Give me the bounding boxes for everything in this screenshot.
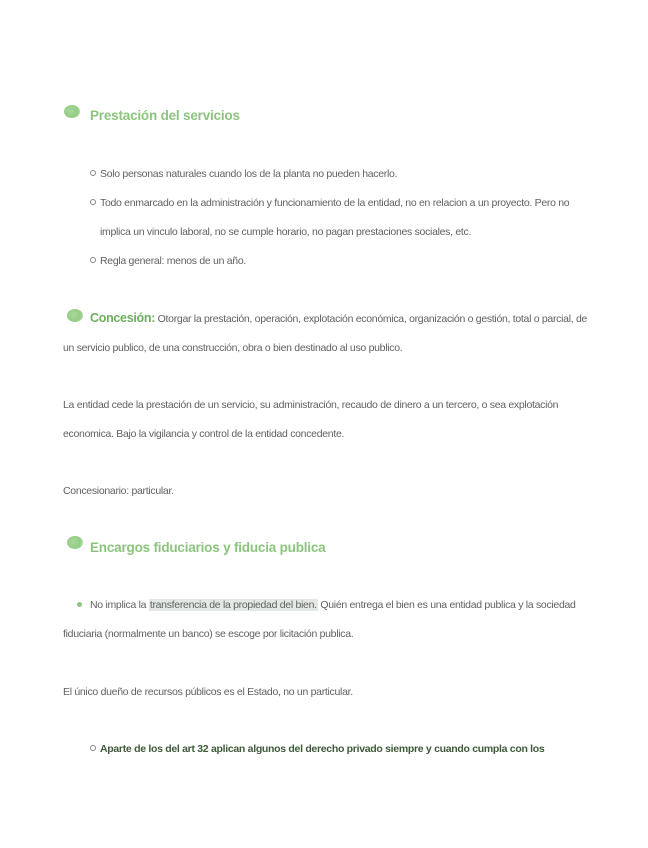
list-item	[90, 247, 610, 276]
paragraph-line: La entidad cede la prestación de un servicio, su administración, recaudo de dinero a un tercero, o sea explotación	[63, 399, 559, 411]
section-heading-prestacion: Prestación del servicios	[90, 108, 240, 123]
estado-paragraph: El único dueño de recursos públicos es el Estado, no un particular.	[63, 686, 353, 698]
list-item-text: Regla general: menos de un año.	[100, 255, 246, 267]
list-item-text: Todo enmarcado en la administración y funcionamiento de la entidad, no en relacion a un proyecto. Pero no	[100, 197, 570, 209]
prestacion-list	[90, 160, 610, 276]
paragraph-line: economica. Bajo la vigilancia y control de la entidad concedente.	[63, 428, 345, 440]
list-item-text: Solo personas naturales cuando los de la planta no pueden hacerlo.	[100, 168, 398, 180]
list-item	[90, 160, 610, 189]
list-item	[90, 189, 610, 218]
concesion-line-2: un servicio publico, de una construcción, obra o bien destinado al uso publico.	[63, 342, 403, 354]
section-heading-encargos: Encargos fiduciarios y fiducia publica	[90, 540, 326, 555]
concesionario-paragraph: Concesionario: particular.	[63, 485, 174, 497]
list-item-text: implica un vinculo laboral, no se cumple horario, no pagan prestaciones sociales, etc.	[100, 226, 472, 238]
bold-item-text: Aparte de los del art 32 aplican algunos del derecho privado siempre y cuando cumpla con los	[100, 743, 545, 755]
section-bullet-icon	[67, 536, 83, 549]
circle-bullet-icon	[90, 257, 96, 263]
list-item-continuation	[90, 218, 610, 247]
concesion-definition	[63, 304, 603, 363]
art32-item	[90, 735, 630, 764]
encargos-bullet	[63, 591, 603, 649]
bullet-line-1	[63, 591, 603, 620]
concesion-title: Concesión:	[90, 311, 156, 325]
concesion-line-1	[63, 304, 603, 334]
bullet-text: Quién entrega el bien es una entidad publica y la sociedad	[317, 599, 576, 611]
concesion-text: Otorgar la prestación, operación, explotación económica, organización o gestión, total o parcial, de	[155, 313, 588, 325]
dot-bullet-icon	[77, 602, 82, 607]
circle-bullet-icon	[90, 170, 96, 176]
section-bullet-icon	[64, 105, 80, 118]
bullet-line-2: fiduciaria (normalmente un banco) se escoge por licitación publica.	[63, 628, 354, 640]
circle-bullet-icon	[90, 745, 96, 751]
circle-bullet-icon	[90, 199, 96, 205]
bullet-text: No implica la	[90, 599, 149, 611]
highlighted-text: transferencia de la propiedad del bien.	[149, 599, 317, 611]
concesion-paragraph	[63, 391, 623, 449]
